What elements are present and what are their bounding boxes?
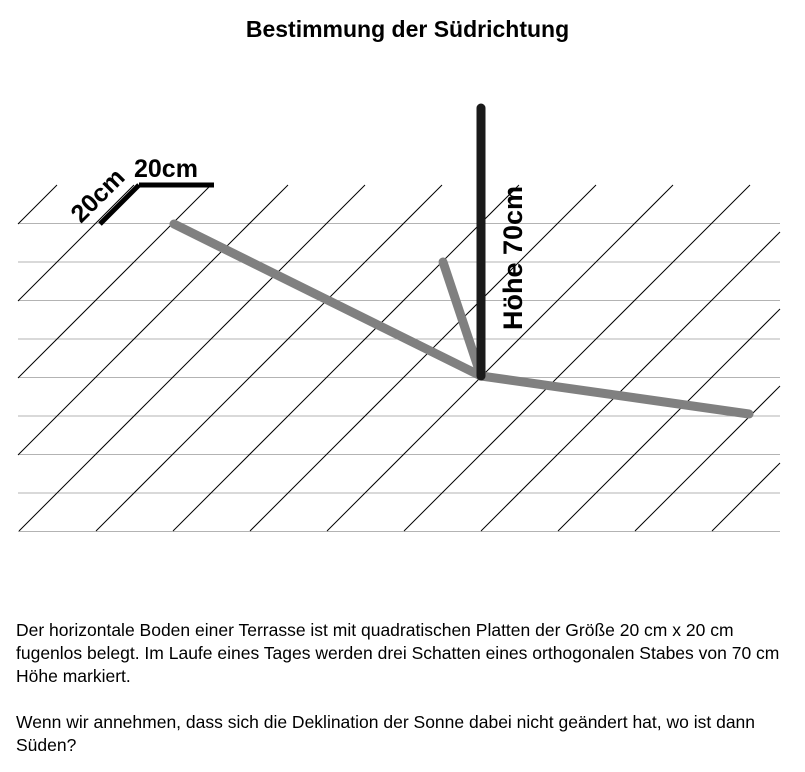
tile-edge-diagonal	[250, 185, 596, 531]
tile-edge-diagonal	[18, 185, 57, 224]
problem-question: Wenn wir annehmen, dass sich die Deklination der Sonne dabei nicht geändert hat, wo ist dann Süden?	[16, 712, 756, 755]
tile-edge-diagonal	[96, 185, 442, 531]
page-title: Bestimmung der Südrichtung	[245, 16, 570, 42]
tile-edge-diagonal	[173, 185, 519, 531]
tile-diagonal-lines	[18, 185, 780, 531]
tile-width-label: 20cm	[134, 155, 198, 183]
tile-edge-diagonal	[18, 185, 288, 455]
shadow-evening	[481, 376, 749, 414]
tile-edge-diagonal	[404, 185, 750, 531]
rod-label: Höhe 70cm	[498, 185, 528, 330]
tile-depth-label: 20cm	[65, 163, 131, 229]
tile-edge-diagonal	[18, 185, 211, 378]
problem-description: Der horizontale Boden einer Terrasse ist mit quadratischen Platten der Größe 20 cm x 20 cm fugenlos belegt. Im Laufe eines Tages werden drei Schatten eines orthogonalen Stabes von 70 cm Höhe markiert.	[16, 620, 780, 686]
tile-edge-diagonal	[712, 463, 780, 531]
